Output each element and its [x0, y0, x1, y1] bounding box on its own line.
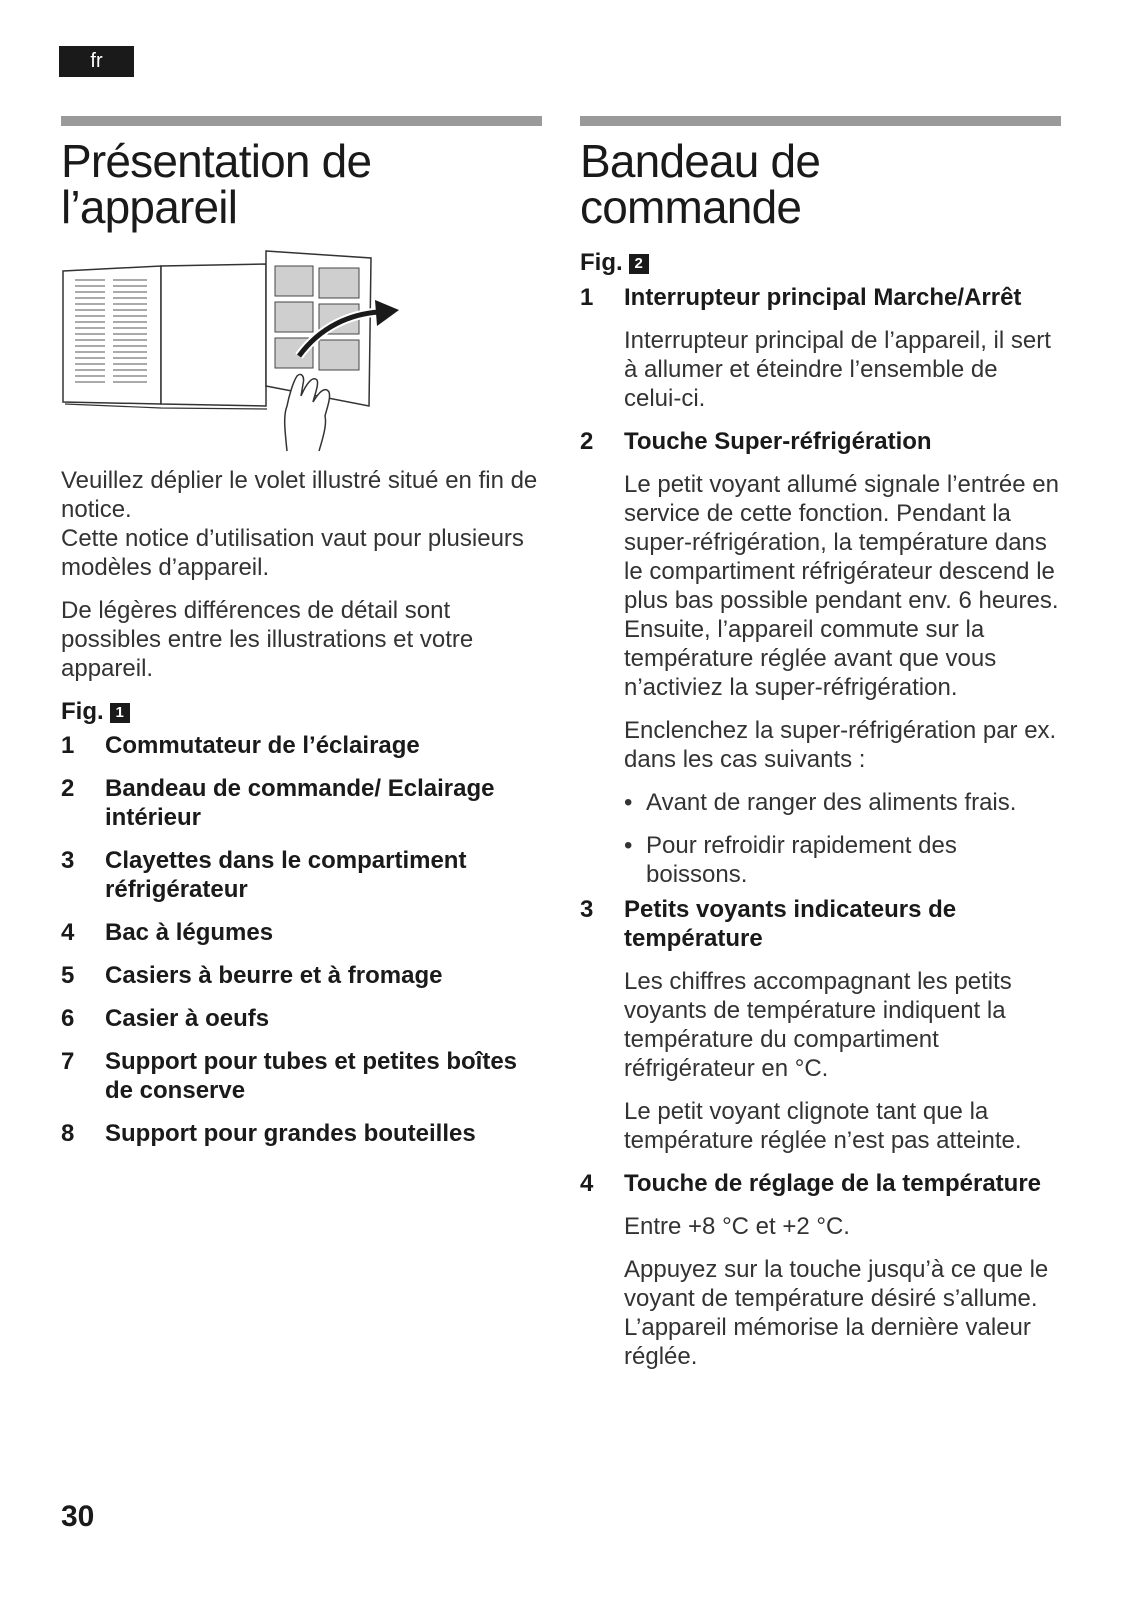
section-title-presentation: Présentation de l’appareil	[61, 135, 372, 233]
differences-paragraph: De légères différences de détail sont possibles entre les illustrations et votre appareil.	[61, 597, 474, 682]
figure-reference: Fig. 2	[580, 248, 1061, 277]
control-item-temperature-indicators: 3 Petits voyants indicateurs de température Les chiffres accompagnant les petits voyants de température indiquent la température du compartiment réfrigérateur en °C. Le petit voyant clignote tant que la température réglée n’est pas atteinte.	[580, 895, 1061, 1155]
intro-paragraph: Veuillez déplier le volet illustré situé en fin de notice. Cette notice d’utilisation vaut pour plusieurs modèles d’appareil.	[61, 467, 538, 581]
bullet-list	[624, 788, 1061, 889]
section-rule	[61, 116, 542, 126]
list-item: 6 Casier à oeufs	[61, 1005, 270, 1032]
description: Le petit voyant allumé signale l’entrée en service de cette fonction. Pendant la super-réfrigération, la température dans le compartiment réfrigérateur descend le plus bas possible pendant env. 6 heures. Ensuite, l’appareil commute sur la température réglée avant que vous n’activiez la super-réfrigération.	[624, 471, 1059, 701]
list-item: 2 Bandeau de commande/ Eclairage intérieur	[61, 775, 495, 831]
left-column	[61, 116, 542, 1162]
language-tab: fr	[59, 46, 134, 77]
figure-number-badge: 1	[110, 703, 130, 723]
description: Interrupteur principal de l’appareil, il sert à allumer et éteindre l’ensemble de celui-ci.	[624, 327, 1051, 412]
bullet-item: • Pour refroidir rapidement des boissons.	[624, 832, 957, 888]
control-item-super-cooling: 2 Touche Super-réfrigération Le petit voyant allumé signale l’entrée en service de cette fonction. Pendant la super-réfrigération, la température dans le compartiment réfrigérateur descend le plus bas possible pendant env. 6 heures. Ensuite, l’appareil commute sur la température réglée avant que vous n’activiez la super-réfrigération. Enclenchez la super-réfrigération par ex. dans les cas suivants : • Avant de ranger des aliments frais. • Pour refroidir rapidement des boissons.	[580, 427, 1061, 889]
page-number: 30	[61, 1500, 95, 1533]
fold-out-manual-illustration	[61, 246, 421, 461]
list-item: 4 Bac à légumes	[61, 919, 274, 946]
right-column	[580, 116, 1061, 1385]
list-item: 8 Support pour grandes bouteilles	[61, 1120, 476, 1147]
component-list	[61, 731, 542, 1148]
list-item: 5 Casiers à beurre et à fromage	[61, 962, 443, 989]
figure-number-badge: 2	[629, 254, 649, 274]
section-rule	[580, 116, 1061, 126]
list-item: 3 Clayettes dans le compartiment réfrigérateur	[61, 847, 467, 903]
description: Les chiffres accompagnant les petits voyants de température indiquent la température du compartiment réfrigérateur en °C.	[624, 968, 1012, 1082]
bullet-item: • Avant de ranger des aliments frais.	[624, 789, 1017, 816]
description: Appuyez sur la touche jusqu’à ce que le voyant de température désiré s’allume. L’appareil mémorise la dernière valeur réglée.	[624, 1256, 1049, 1370]
description: Entre +8 °C et +2 °C.	[624, 1213, 850, 1240]
control-item-main-switch: 1 Interrupteur principal Marche/Arrêt Interrupteur principal de l’appareil, il sert à allumer et éteindre l’ensemble de celui-ci.	[580, 283, 1061, 413]
section-title-control-panel: Bandeau de commande	[580, 135, 821, 233]
description: Enclenchez la super-réfrigération par ex. dans les cas suivants :	[624, 717, 1057, 773]
figure-reference: Fig. 1	[61, 697, 542, 726]
list-item: 1 Commutateur de l’éclairage	[61, 732, 420, 759]
control-item-temperature-setting: 4 Touche de réglage de la température Entre +8 °C et +2 °C. Appuyez sur la touche jusqu’à ce que le voyant de température désiré s’allume. L’appareil mémorise la dernière valeur réglée.	[580, 1169, 1061, 1371]
description: Le petit voyant clignote tant que la température réglée n’est pas atteinte.	[624, 1098, 1022, 1154]
list-item: 7 Support pour tubes et petites boîtes de conserve	[61, 1048, 518, 1104]
